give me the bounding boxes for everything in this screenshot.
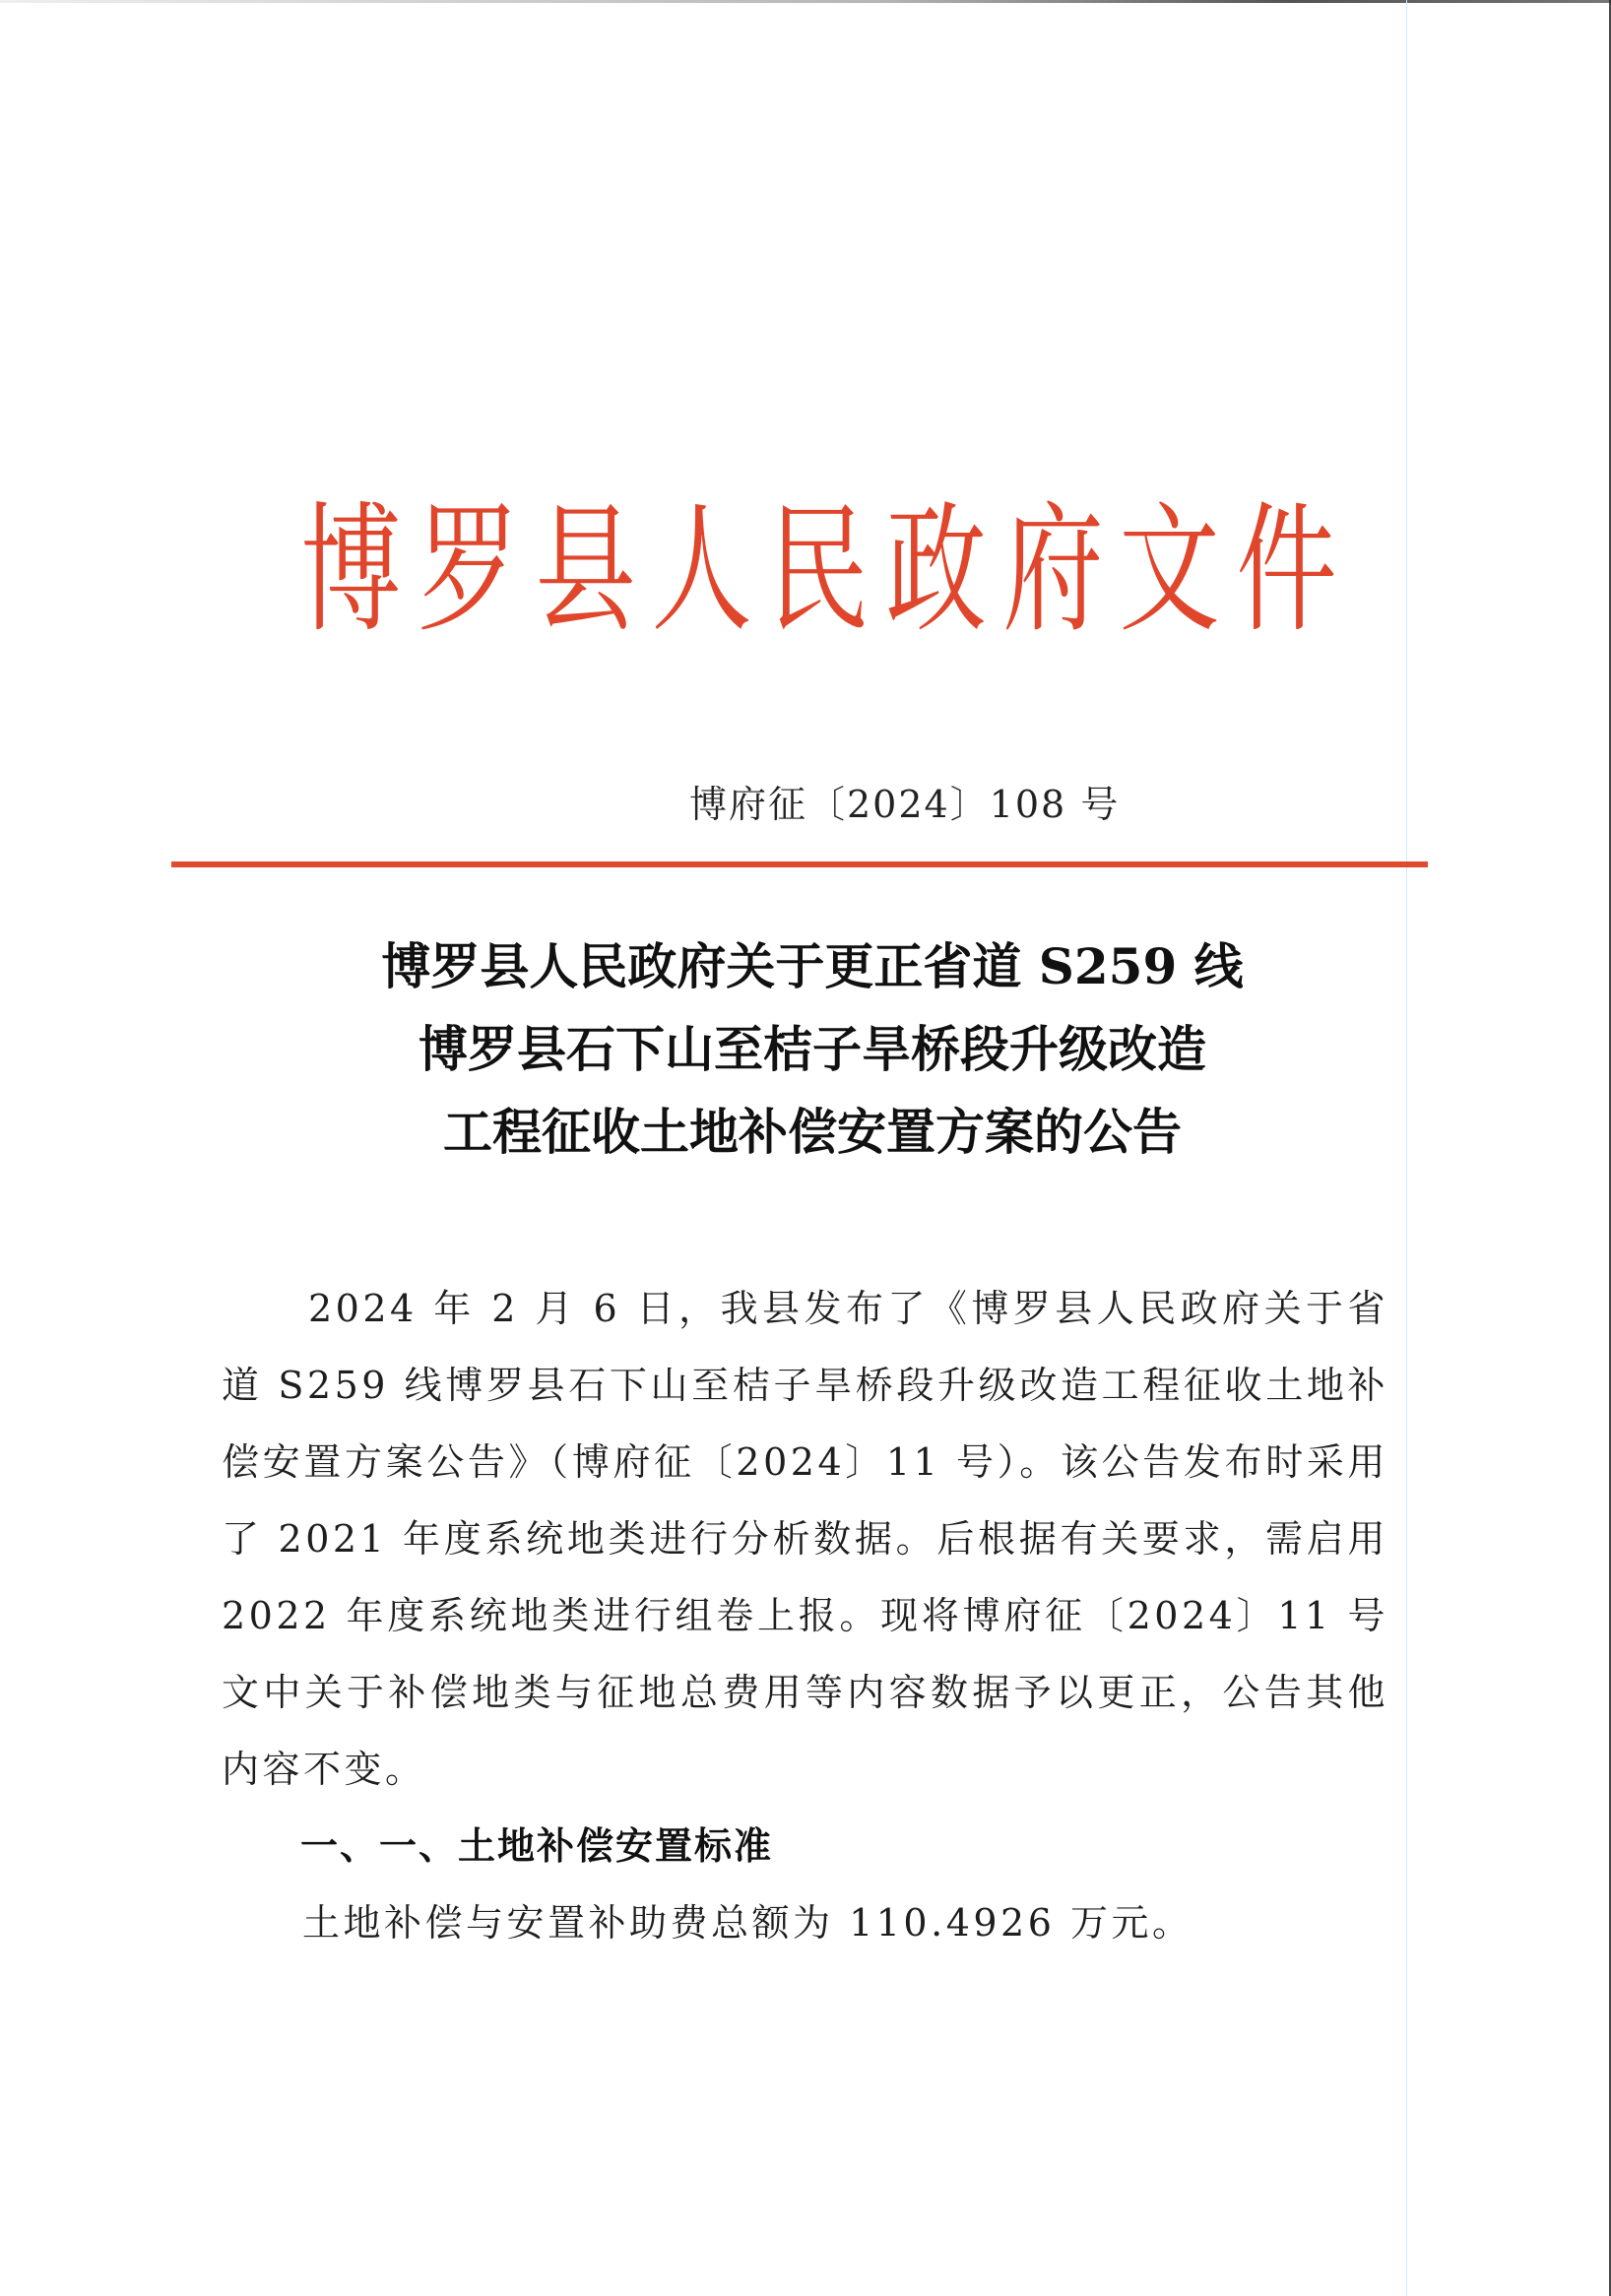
body-paragraph: 2024 年 2 月 6 日，我县发布了《博罗县人民政府关于省道 S259 线博罗县石下山至桔子旱桥段升级改造工程征收土地补偿安置方案公告》（博府征〔2024〕11 号）。该公告发布时采用了 2021 年度系统地类进行分析数据。后根据有关要求，需启用 2022 年度系统地类进行组卷上报。现将博府征〔2024〕11 号文中关于补偿地类与征地总费用等内容数据予以更正，公告其他内容不变。	[222, 1287, 1388, 1791]
masthead-char: 府	[1001, 489, 1104, 652]
masthead-char: 人	[651, 489, 752, 652]
title-line: 博罗县石下山至桔子旱桥段升级改造	[419, 1020, 1206, 1078]
section-paragraph: 土地补偿与安置补助费总额为 110.4926 万元。	[302, 1901, 1193, 1945]
masthead-char: 政	[885, 489, 987, 652]
document-title	[295, 925, 1329, 1174]
masthead-char: 罗	[418, 489, 519, 652]
title-line: 博罗县人民政府关于更正省道 S259 线	[381, 937, 1244, 995]
masthead-char: 文	[1119, 489, 1220, 652]
masthead-title	[286, 489, 1337, 652]
document-number: 博府征〔2024〕108 号	[689, 783, 1121, 826]
masthead-char: 件	[1236, 489, 1337, 652]
masthead-char: 博	[300, 489, 402, 652]
masthead-char: 县	[534, 489, 636, 652]
masthead-char: 民	[768, 489, 870, 652]
scan-top-edge	[0, 0, 1611, 3]
red-divider-rule	[171, 861, 1428, 867]
section-heading: 一、一、土地补偿安置标准	[300, 1824, 774, 1868]
scan-artifact-line	[1406, 0, 1407, 2296]
title-line: 工程征收土地补偿安置方案的公告	[443, 1103, 1182, 1161]
document-body	[222, 1270, 1388, 1961]
